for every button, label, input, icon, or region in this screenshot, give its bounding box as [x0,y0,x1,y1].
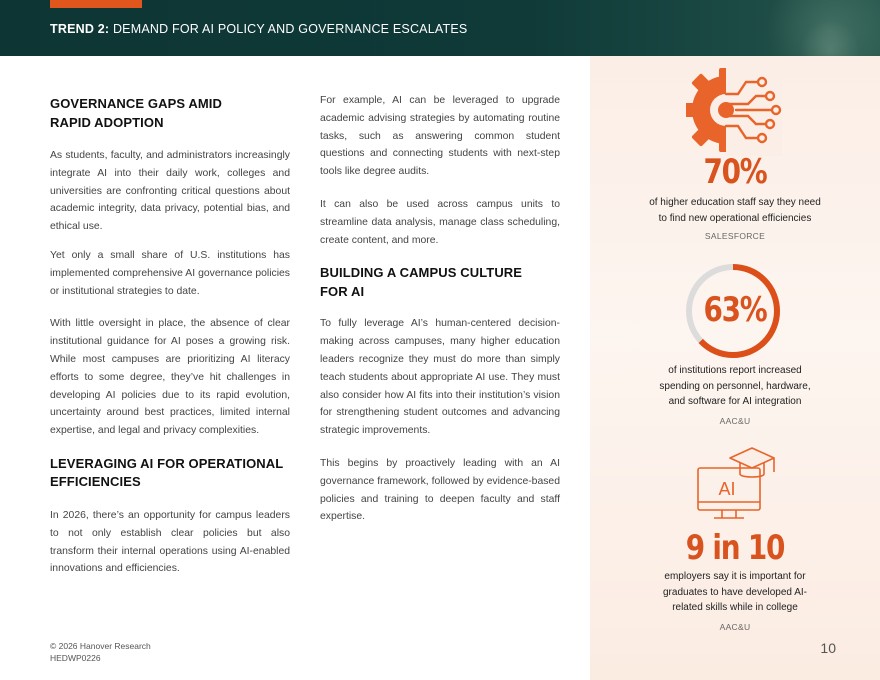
paragraph: It can also be used across campus units to streamline data analysis, manage class scheduling, create content, and more. [320,198,560,246]
stat-70-description: of higher education staff say they need to find new operational efficiencies [649,197,821,224]
left-column [50,94,290,578]
stat-70-source: SALESFORCE [704,231,766,241]
section-heading-operational: LEVERAGING AI FOR OPERATIONAL EFFICIENCIES [50,455,284,489]
stat-63-source: AAC&U [719,416,751,426]
paragraph: Yet only a small share of U.S. institutions has implemented comprehensive AI governance policies or institutional strategies to date. [50,249,290,297]
stat-63-description: of institutions report increased spending on personnel, hardware, and software for AI integration [659,365,811,407]
copyright: © 2026 Hanover Research [50,641,151,651]
page-header [0,0,880,56]
trend-title: DEMAND FOR AI POLICY AND GOVERNANCE ESCALATES [112,22,468,36]
header-title [50,22,467,36]
section-heading-culture: BUILDING A CAMPUS CULTURE FOR AI [320,265,523,300]
stats-sidebar [590,56,880,680]
document-code: HEDWP0226 [50,653,101,663]
paragraph: With little oversight in place, the absence of clear institutional guidance for AI poses a growing risk. While most campuses are prioritizing AI literacy efforts to some degree, they’ve hit challenges in developing AI policies due to its rapid evolution, uncertainty around best practices, limited internal expertise, and legal and privacy complexities. [50,318,290,437]
graduation-cap-monitor-icon [690,446,780,530]
stat-70-number: 70% [703,152,767,192]
stat-9in10-source: AAC&U [719,622,751,632]
paragraph: This begins by proactively leading with an AI governance framework, followed by evidence-based policies and training to deepen faculty and staff expertise. [320,457,560,523]
stat-63-number: 63% [703,290,767,330]
stat-9in10-number: 9 in 10 [685,528,785,568]
gear-circuit-icon [686,64,782,156]
paragraph: To fully leverage AI’s human-centered decision-making across campuses, many higher education leaders recognize they must do more than simply teach students about appropriate AI use. They must also consider how AI fits into their institution’s vision for strengthening student outcomes and advancing strategic improvements. [320,318,560,437]
footer [50,640,151,664]
paragraph: For example, AI can be leveraged to upgrade academic advising strategies by automating routine tasks, such as answering common student questions and connecting students with next-step tools like degree audits. [320,95,560,178]
monitor-ai-label: AI [718,479,736,499]
right-column [320,94,560,526]
stat-9in10-description: employers say it is important for graduates to have developed AI- related skills while in college [663,571,807,613]
page-number: 10 [820,640,836,656]
section-heading-governance: GOVERNANCE GAPS AMID RAPID ADOPTION [50,96,222,130]
paragraph: In 2026, there’s an opportunity for campus leaders to not only establish clear policies but also transform their internal operations using AI-enabled innovations and efficiencies. [50,509,290,575]
trend-label: TREND 2: [50,22,110,36]
header-accent-bar [50,0,142,8]
paragraph: As students, faculty, and administrators increasingly integrate AI into their daily work, colleges and universities are confronting critical questions about academic integrity, data privacy, potential bias, and ethical use. [50,150,290,233]
